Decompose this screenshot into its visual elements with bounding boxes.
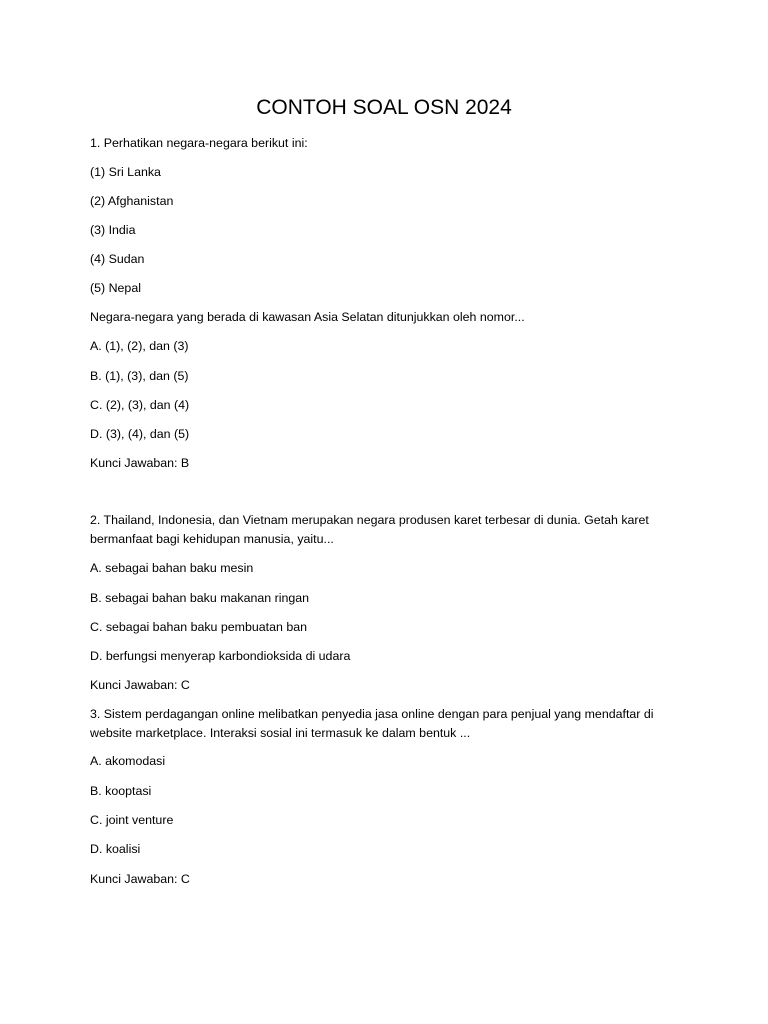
q2-option-c: C. sebagai bahan baku pembuatan ban xyxy=(90,620,308,634)
q1-stem: 1. Perhatikan negara-negara berikut ini: xyxy=(90,136,308,150)
q3-stem-line-1: 3. Sistem perdagangan online melibatkan penyedia jasa online dengan para penjual yang mendaftar di xyxy=(90,707,654,721)
q1-item-5: (5) Nepal xyxy=(90,281,141,295)
q1-item-3: (3) India xyxy=(90,223,136,237)
q2-stem-line-2: bermanfaat bagi kehidupan manusia, yaitu... xyxy=(90,532,334,546)
q3-answer-key: Kunci Jawaban: C xyxy=(90,872,190,886)
q2-option-a: A. sebagai bahan baku mesin xyxy=(90,561,254,575)
q1-option-b: B. (1), (3), dan (5) xyxy=(90,369,189,383)
q2-option-d: D. berfungsi menyerap karbondioksida di udara xyxy=(90,649,351,663)
q1-answer-key: Kunci Jawaban: B xyxy=(90,456,190,470)
q2-stem-line-1: 2. Thailand, Indonesia, dan Vietnam merupakan negara produsen karet terbesar di dunia. Getah karet xyxy=(90,513,649,527)
q1-option-a: A. (1), (2), dan (3) xyxy=(90,339,189,353)
q2-answer-key: Kunci Jawaban: C xyxy=(90,678,190,692)
q3-stem-line-2: website marketplace. Interaksi sosial ini termasuk ke dalam bentuk ... xyxy=(90,726,471,740)
q1-question: Negara-negara yang berada di kawasan Asia Selatan ditunjukkan oleh nomor... xyxy=(90,310,525,324)
q3-option-a: A. akomodasi xyxy=(90,754,166,768)
q1-item-1: (1) Sri Lanka xyxy=(90,165,161,179)
q3-option-d: D. koalisi xyxy=(90,842,141,856)
q2-option-b: B. sebagai bahan baku makanan ringan xyxy=(90,591,310,605)
q1-option-c: C. (2), (3), dan (4) xyxy=(90,398,190,412)
q3-option-c: C. joint venture xyxy=(90,813,174,827)
q1-option-d: D. (3), (4), dan (5) xyxy=(90,427,190,441)
q1-item-2: (2) Afghanistan xyxy=(90,194,174,208)
page-title: CONTOH SOAL OSN 2024 xyxy=(256,96,512,119)
q3-option-b: B. kooptasi xyxy=(90,784,152,798)
q1-item-4: (4) Sudan xyxy=(90,252,145,266)
